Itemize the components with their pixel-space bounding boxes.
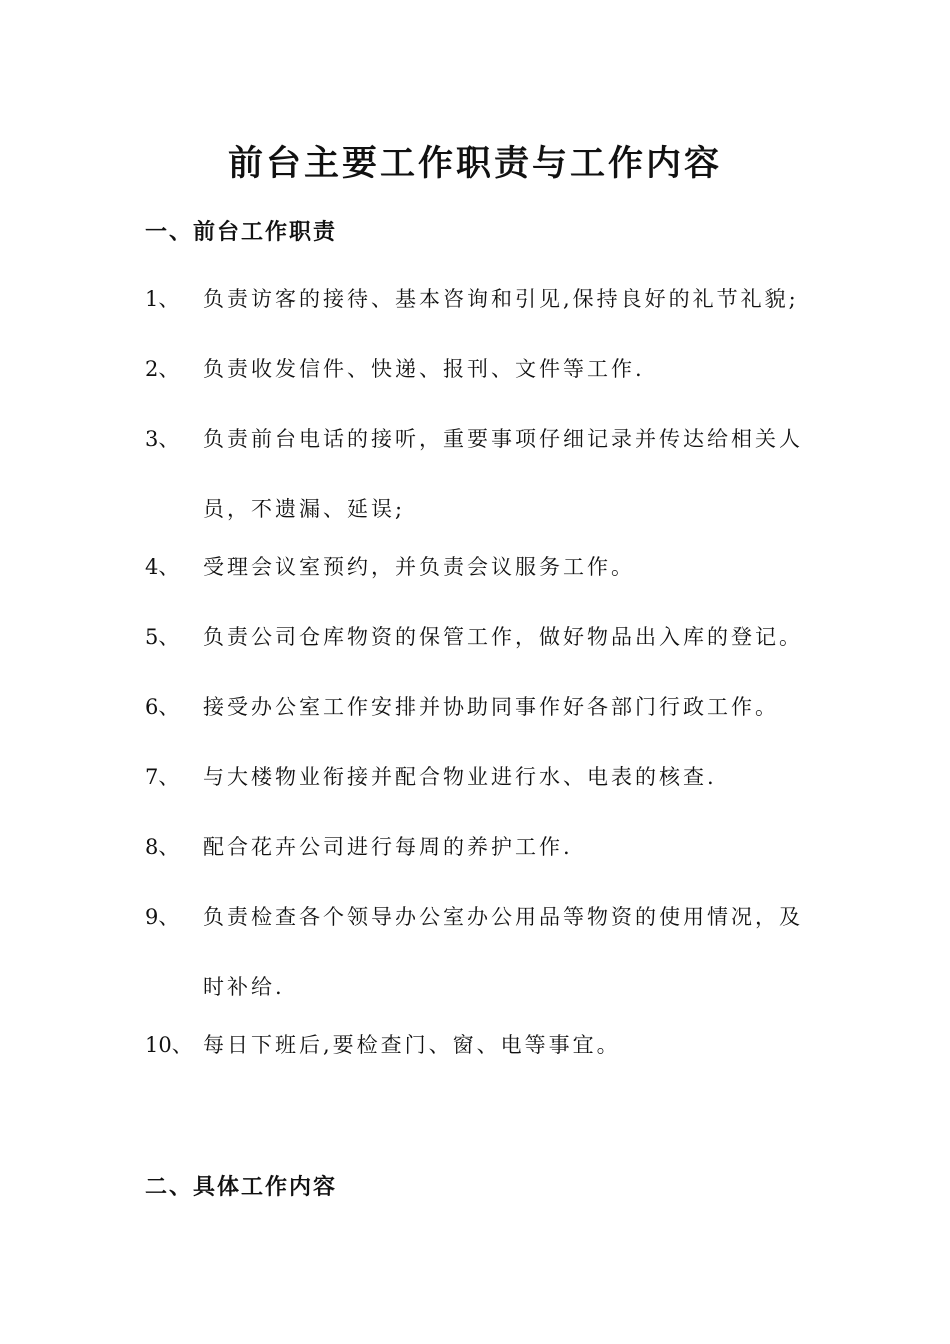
- list-item-text: 负责公司仓库物资的保管工作，做好物品出入库的登记。: [203, 625, 803, 649]
- list-item: [145, 532, 825, 602]
- list-item: [145, 812, 825, 882]
- list-item: [145, 334, 825, 404]
- list-item: [145, 602, 825, 672]
- section-heading-responsibilities: 一、前台工作职责: [145, 219, 338, 245]
- list-item-text: 受理会议室预约，并负责会议服务工作。: [203, 555, 635, 579]
- section-heading-work-content: 二、具体工作内容: [145, 1174, 338, 1200]
- list-item: [145, 672, 825, 742]
- list-item-number: 7、: [145, 765, 180, 789]
- list-item-number: 9、: [145, 905, 180, 929]
- list-item: [145, 404, 825, 544]
- list-item-text: 每日下班后,要检查门、窗、电等事宜。: [203, 1033, 621, 1057]
- list-item-text: 配合花卉公司进行每周的养护工作.: [203, 835, 573, 859]
- list-item-number: 3、: [145, 427, 180, 451]
- list-item-number: 2、: [145, 357, 180, 381]
- list-item-text: 负责收发信件、快递、报刊、文件等工作.: [203, 357, 645, 381]
- list-item: [145, 1010, 825, 1080]
- list-item-number: 4、: [145, 555, 180, 579]
- list-item-number: 6、: [145, 695, 180, 719]
- list-item: [145, 882, 825, 1022]
- list-item-number: 5、: [145, 625, 180, 649]
- list-item: [145, 264, 825, 334]
- list-item-number: 10、: [145, 1033, 193, 1057]
- list-item-text: 与大楼物业衔接并配合物业进行水、电表的核查.: [203, 765, 717, 789]
- document-title: 前台主要工作职责与工作内容: [227, 143, 722, 184]
- list-item-number: 1、: [145, 287, 180, 311]
- list-item-text: 负责检查各个领导办公室办公用品等物资的使用情况，及时补给.: [203, 905, 803, 999]
- list-item-text: 接受办公室工作安排并协助同事作好各部门行政工作。: [203, 695, 779, 719]
- list-item-text: 负责前台电话的接听，重要事项仔细记录并传达给相关人员，不遗漏、延误;: [203, 427, 803, 521]
- list-item-number: 8、: [145, 835, 180, 859]
- list-item-text: 负责访客的接待、基本咨询和引见,保持良好的礼节礼貌;: [203, 287, 799, 311]
- list-item: [145, 742, 825, 812]
